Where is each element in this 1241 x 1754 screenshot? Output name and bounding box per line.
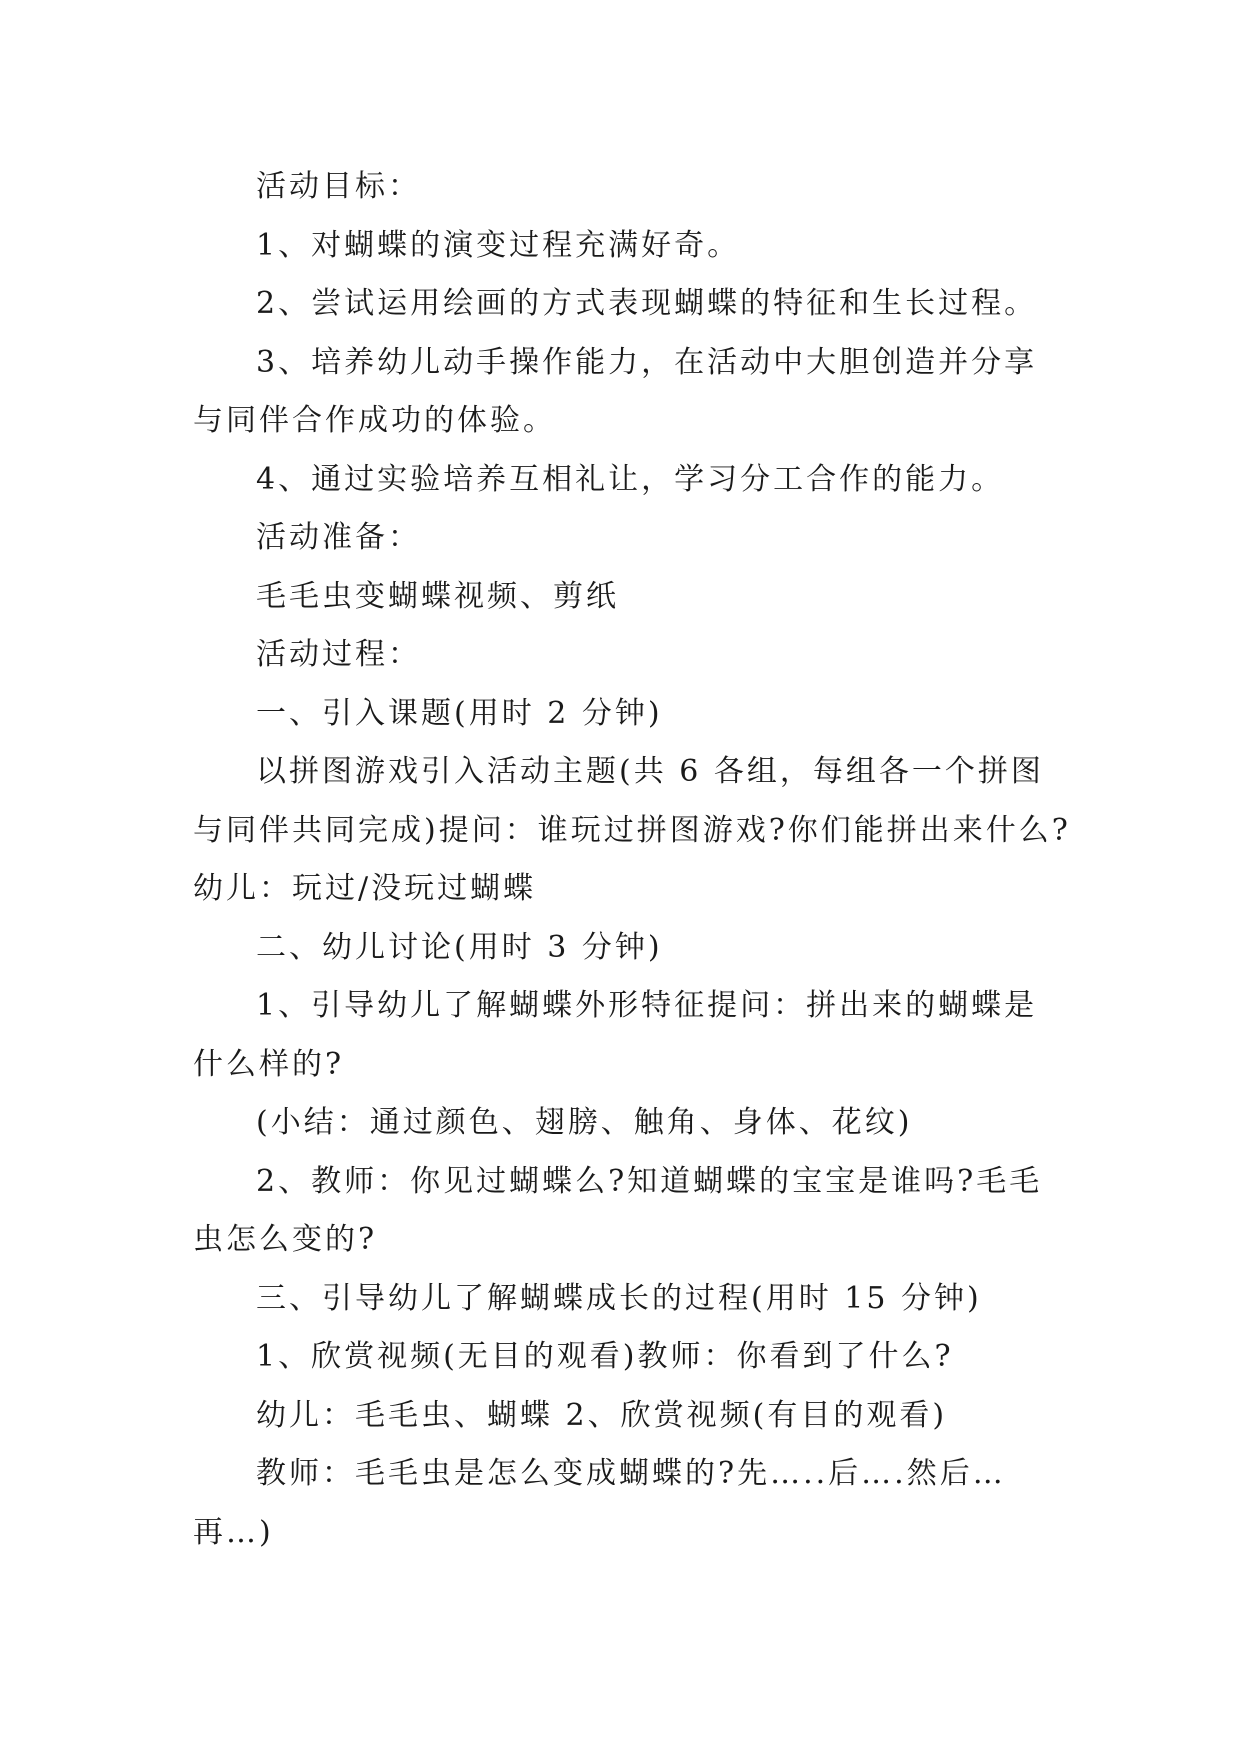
goal-item-3-line-1: 3、培养幼儿动手操作能力，在活动中大胆创造并分享 <box>256 344 1038 380</box>
section-2-heading: 二、幼儿讨论(用时 3 分钟) <box>256 929 663 965</box>
section-3-heading: 三、引导幼儿了解蝴蝶成长的过程(用时 15 分钟) <box>256 1280 982 1316</box>
section-3-item-1: 1、欣赏视频(无目的观看)教师：你看到了什么? <box>256 1339 954 1374</box>
preparation-materials: 毛毛虫变蝴蝶视频、剪纸 <box>256 578 619 614</box>
heading-activity-preparation: 活动准备： <box>256 520 421 555</box>
heading-activity-goals: 活动目标： <box>256 169 421 204</box>
section-1-heading: 一、引入课题(用时 2 分钟) <box>256 695 663 731</box>
goal-item-1: 1、对蝴蝶的演变过程充满好奇。 <box>256 227 741 263</box>
section-3-teacher-line-2: 再…) <box>193 1514 274 1550</box>
section-2-item-2-line-2: 虫怎么变的? <box>193 1222 378 1257</box>
section-2-item-1-line-1: 1、引导幼儿了解蝴蝶外形特征提问：拼出来的蝴蝶是 <box>256 988 1038 1023</box>
section-1-text-line-3: 幼儿：玩过/没玩过蝴蝶 <box>193 871 537 906</box>
document-body <box>193 158 1071 1562</box>
section-2-summary: (小结：通过颜色、翅膀、触角、身体、花纹) <box>256 1105 913 1140</box>
section-3-teacher-line-1: 教师：毛毛虫是怎么变成蝴蝶的?先…..后….然后… <box>256 1456 1006 1491</box>
section-2-item-1-line-2: 什么样的? <box>193 1046 345 1082</box>
section-3-item-2: 幼儿：毛毛虫、蝴蝶 2、欣赏视频(有目的观看) <box>256 1397 948 1433</box>
goal-item-3-line-2: 与同伴合作成功的体验。 <box>193 403 556 438</box>
goal-item-2: 2、尝试运用绘画的方式表现蝴蝶的特征和生长过程。 <box>256 286 1038 321</box>
goal-item-4: 4、通过实验培养互相礼让，学习分工合作的能力。 <box>256 461 1005 497</box>
heading-activity-process: 活动过程： <box>256 637 421 672</box>
section-1-text-line-1: 以拼图游戏引入活动主题(共 6 各组，每组各一个拼图 <box>256 754 1044 789</box>
section-2-item-2-line-1: 2、教师：你见过蝴蝶么?知道蝴蝶的宝宝是谁吗?毛毛 <box>256 1163 1043 1199</box>
section-1-text-line-2: 与同伴共同完成)提问：谁玩过拼图游戏?你们能拼出来什么? <box>193 812 1071 848</box>
